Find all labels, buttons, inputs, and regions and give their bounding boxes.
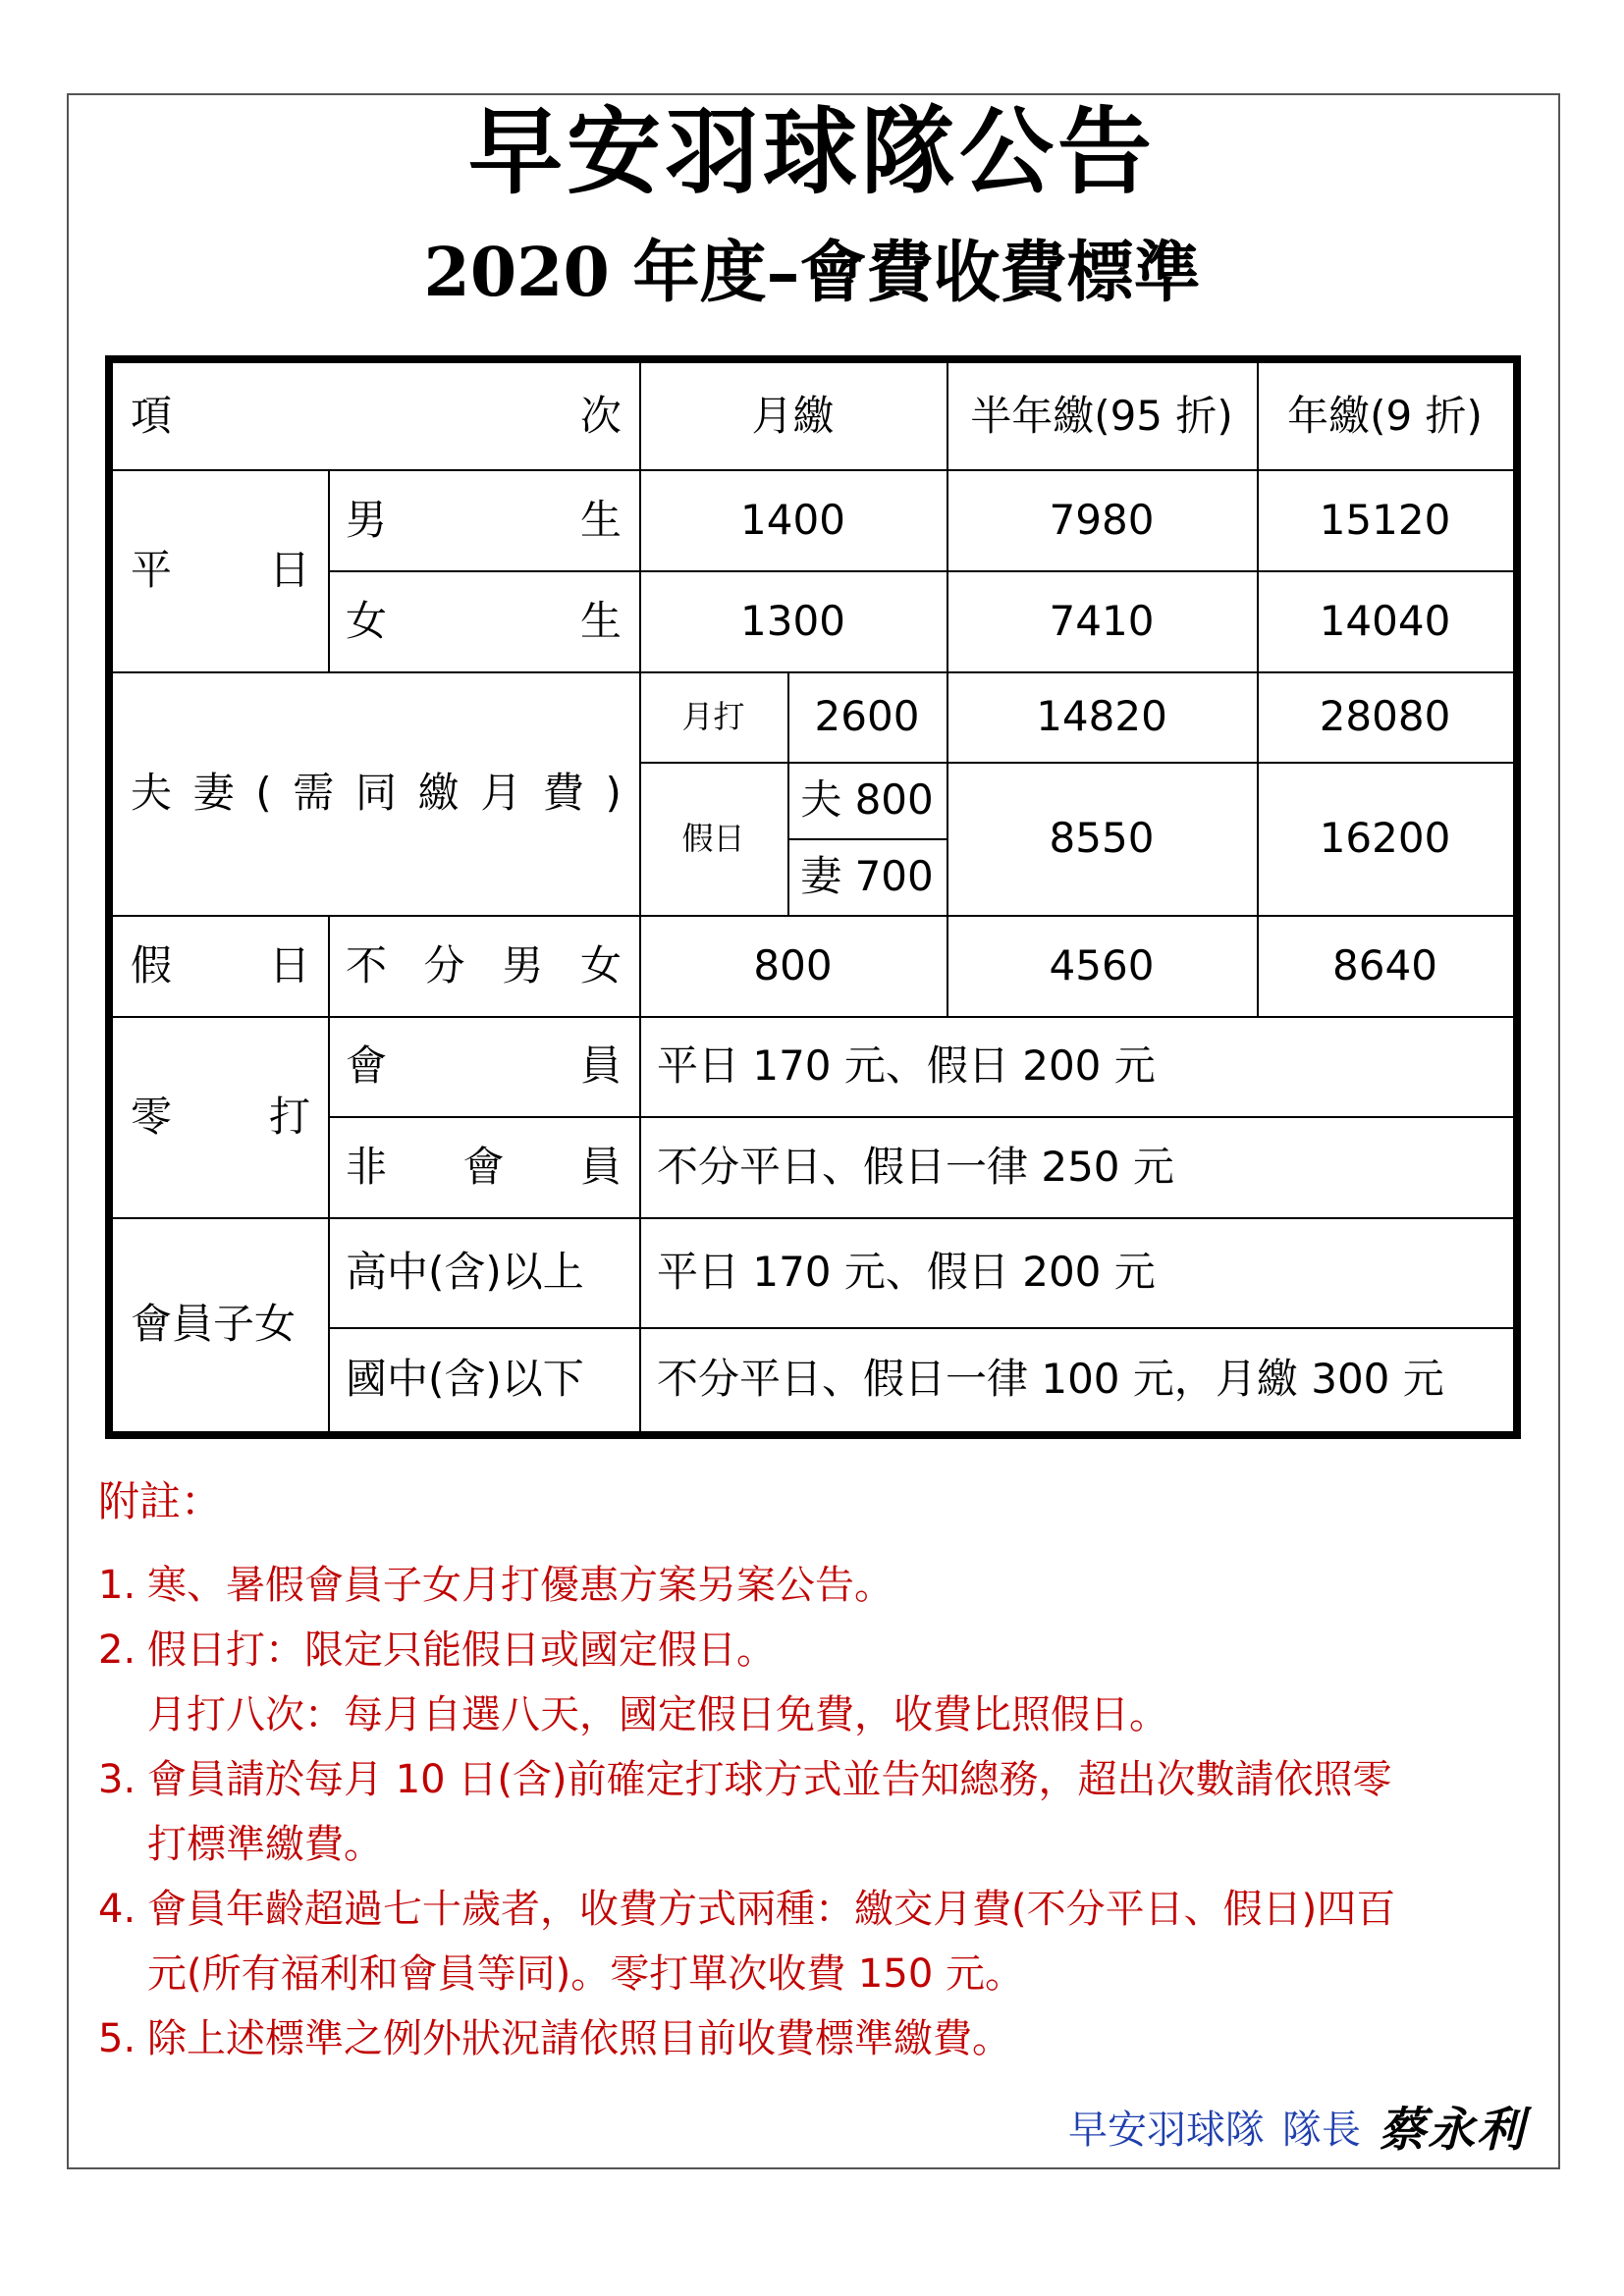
note-item: 4. 會員年齡超過七十歲者，收費方式兩種：繳交月費(不分平日、假日)四百 元(所有福利和會員等同)。零打單次收費 150 元。	[98, 1887, 1396, 1997]
couple-monthly-play-half-year: 14820	[1036, 692, 1167, 740]
header-item: 項 次	[131, 392, 622, 440]
drop-in-member-price: 平日 170 元、假日 200 元	[657, 1041, 1156, 1090]
children-high-school-label: 高中(含)以上	[346, 1248, 584, 1296]
holiday-sub-label: 不 分 男 女	[346, 940, 622, 989]
note-item: 2. 假日打：限定只能假日或國定假日。 月打八次：每月自選八天，國定假日免費，收費比照假日。	[98, 1628, 1168, 1737]
couple-monthly-play-label: 月打	[681, 698, 745, 735]
children-high-school-price: 平日 170 元、假日 200 元	[657, 1248, 1156, 1296]
drop-in-non-member-price: 不分平日、假日一律 250 元	[657, 1142, 1174, 1191]
holiday-half-year: 4560	[1049, 940, 1155, 989]
holiday-monthly: 800	[753, 940, 833, 989]
signature	[1068, 2101, 1526, 2160]
page-subtitle: 2020 年度–會費收費標準	[423, 234, 1201, 312]
couple-holiday-half-year: 8550	[1049, 814, 1155, 862]
note-item: 1. 寒、暑假會員子女月打優惠方案另案公告。	[98, 1563, 893, 1608]
couple-label: 夫 妻 ( 需 同 繳 月 費 )	[131, 769, 622, 817]
weekday-female-yearly: 14040	[1319, 596, 1451, 645]
couple-holiday-wife: 妻 700	[800, 852, 934, 900]
header-half-year: 半年繳(95 折)	[970, 392, 1233, 440]
couple-monthly-play-yearly: 28080	[1319, 692, 1451, 740]
drop-in-label: 零 打	[131, 1092, 310, 1141]
couple-holiday-husband: 夫 800	[800, 775, 934, 824]
weekday-male-yearly: 15120	[1319, 495, 1451, 544]
weekday-female-half-year: 7410	[1049, 596, 1155, 645]
header-monthly: 月繳	[751, 392, 835, 440]
holiday-label: 假 日	[131, 940, 310, 989]
weekday-label: 平 日	[131, 546, 310, 594]
drop-in-member-label: 會 員	[346, 1041, 622, 1090]
holiday-yearly: 8640	[1332, 940, 1437, 989]
couple-holiday-label: 假日	[681, 820, 745, 857]
notes-section	[98, 1472, 1551, 2071]
children-junior-high-label: 國中(含)以下	[346, 1355, 584, 1403]
page-title: 早安羽球隊公告	[468, 96, 1156, 207]
couple-holiday-yearly: 16200	[1319, 814, 1451, 862]
signature-name: 蔡永利	[1378, 2103, 1526, 2158]
drop-in-non-member-label: 非 會 員	[346, 1142, 622, 1191]
weekday-male-half-year: 7980	[1049, 495, 1155, 544]
note-item: 3. 會員請於每月 10 日(含)前確定打球方式並告知總務，超出次數請依照零 打標準繳費。	[98, 1757, 1392, 1867]
notes-heading: 附註：	[98, 1477, 223, 1525]
signature-team: 早安羽球隊	[1067, 2108, 1265, 2153]
weekday-female-label: 女 生	[346, 596, 622, 645]
children-junior-high-price: 不分平日、假日一律 100 元，月繳 300 元	[657, 1355, 1444, 1403]
header-yearly: 年繳(9 折)	[1287, 392, 1483, 440]
weekday-male-monthly: 1400	[740, 495, 845, 544]
weekday-male-label: 男 生	[346, 495, 622, 544]
member-children-label: 會員子女	[131, 1300, 297, 1348]
fee-table	[105, 355, 1521, 1439]
weekday-female-monthly: 1300	[740, 596, 845, 645]
signature-role: 隊長	[1281, 2108, 1361, 2153]
couple-monthly-play-price: 2600	[814, 692, 920, 740]
note-item: 5. 除上述標準之例外狀況請依照目前收費標準繳費。	[98, 2016, 1011, 2061]
